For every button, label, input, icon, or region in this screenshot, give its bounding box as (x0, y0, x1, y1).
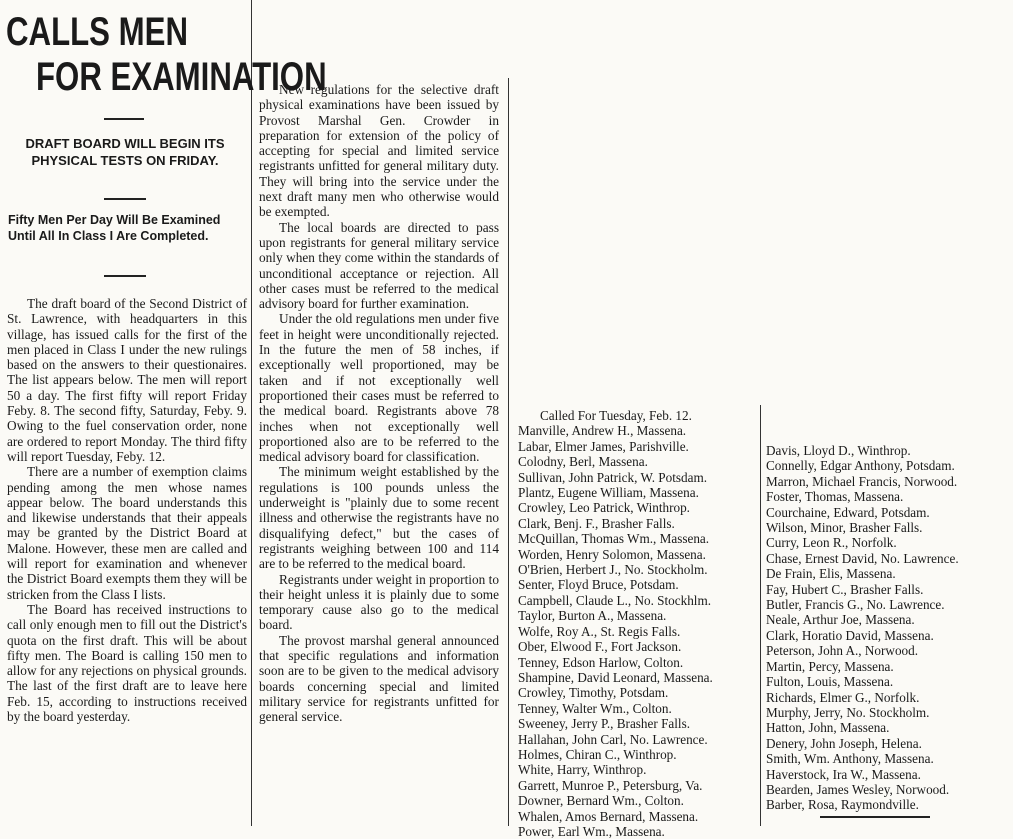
subdeck: Fifty Men Per Day Will Be Examined Until All In Class I Are Completed. (8, 213, 221, 243)
list-item: Manville, Andrew H., Massena. (518, 423, 687, 439)
list-item: Courchaine, Edward, Potsdam. (766, 504, 930, 520)
article-column-2 (259, 82, 499, 724)
list-item: Hatton, John, Massena. (766, 720, 890, 736)
list-item: Connelly, Edgar Anthony, Potsdam. (766, 458, 955, 474)
list-item: De Frain, Elis, Massena. (766, 566, 896, 582)
list-item: Curry, Leon R., Norfolk. (766, 535, 897, 551)
article-paragraph: The Board has received instructions to call only enough men to fill out the District's quota on the first draft. This will be about fifty men. The Board is calling 150 men to allow for any rejections on physical grounds. The last of the first draft are to leave here Feb. 15, according to instructions received by the board yesterday. (7, 601, 247, 725)
list-item: Ober, Elwood F., Fort Jackson. (518, 639, 682, 655)
list-item: Shampine, David Leonard, Massena. (518, 669, 713, 685)
column-rule (508, 78, 509, 826)
list-item: Clark, Horatio David, Massena. (766, 627, 934, 643)
list-item: Garrett, Munroe P., Petersburg, Va. (518, 777, 703, 793)
list-item: Tenney, Edson Harlow, Colton. (518, 654, 684, 670)
list-item: Sweeney, Jerry P., Brasher Falls. (518, 716, 691, 732)
list-item: Downer, Bernard Wm., Colton. (518, 793, 684, 809)
list-item: Senter, Floyd Bruce, Potsdam. (518, 577, 679, 593)
names-list-1 (518, 408, 756, 839)
article-paragraph: The minimum weight established by the regulations is 100 pounds unless the underweight is "plainly due to some recent illness and otherwise the registrants have no disqualifying defect," but the cases of registrants weighing between 100 and 114 are to be referred to the medical board. (259, 464, 499, 572)
list-item: Haverstock, Ira W., Massena. (766, 766, 921, 782)
list-item: Marron, Michael Francis, Norwood. (766, 473, 958, 489)
article-paragraph: Registrants under weight in proportion to their height unless it is plainly due to some temporary cause also go to the medical board. (259, 571, 499, 633)
list-item: Crowley, Leo Patrick, Winthrop. (518, 500, 690, 516)
list-item: Fay, Hubert C., Brasher Falls. (766, 581, 924, 597)
list-item: Sullivan, John Patrick, W. Potsdam. (518, 469, 708, 485)
list-item: Hallahan, John Carl, No. Lawrence. (518, 731, 708, 747)
list-item: Fulton, Louis, Massena. (766, 674, 894, 690)
headline-line-2: FOR EXAMINATION (36, 55, 327, 99)
list-item: Worden, Henry Solomon, Massena. (518, 546, 706, 562)
list-item: Holmes, Chiran C., Winthrop. (518, 746, 677, 762)
list-item: Plantz, Eugene William, Massena. (518, 485, 699, 501)
article-paragraph: Under the old regulations men under five feet in height were unconditionally rejected. In the future the men of 58 inches, if exceptionally well proportioned, may be taken and if not exceptionally well proportioned their cases must be referred to the medical board. Registrants above 78 inches when not exceptionally well proportioned also are to be referred to the medical advisory board for classification. (259, 311, 499, 465)
column-rule (251, 0, 252, 826)
list-item: Crowley, Timothy, Potsdam. (518, 685, 669, 701)
column-rule (760, 405, 761, 826)
list-item: Bearden, James Wesley, Norwood. (766, 781, 950, 797)
list-item: Whalen, Amos Bernard, Massena. (518, 808, 699, 824)
list-item: Denery, John Joseph, Helena. (766, 735, 922, 751)
end-ornament (820, 816, 930, 818)
deck: DRAFT BOARD WILL BEGIN ITS PHYSICAL TESTS ON FRIDAY. (25, 136, 225, 168)
list-header: Called For Tuesday, Feb. 12. (540, 408, 692, 423)
article-paragraph: New regulations for the selective draft physical examinations have been issued by Provost Marshal Gen. Crowder in preparation for extension of the policy of accepting for special and limited service registrants unfitted for general military duty. They will bring into the service under the next draft many men who otherwise would be exempted. (259, 82, 499, 220)
article-paragraph: The provost marshal general announced that specific regulations and information soon are to be given to the medical advisory boards concerning special and limited military service for registrants unfitted for general service. (259, 632, 499, 725)
list-item: Smith, Wm. Anthony, Massena. (766, 751, 934, 767)
article-paragraph: The draft board of the Second District of St. Lawrence, with headquarters in this village, has issued calls for the first of the men placed in Class I under the new rulings based on the answers to their questionaires. The list appears below. The men will report 50 a day. The first fifty will report Friday Feby. 8. The second fifty, Saturday, Feby. 9. Owing to the fuel conservation order, none are ordered to report Monday. The third fifty will report Tuesday, Feby. 12. (7, 296, 247, 464)
list-item: Foster, Thomas, Massena. (766, 489, 904, 505)
list-item: Wolfe, Roy A., St. Regis Falls. (518, 623, 681, 639)
list-item: Peterson, John A., Norwood. (766, 643, 919, 659)
list-item: Campbell, Claude L., No. Stockhlm. (518, 592, 712, 608)
list-item: Richards, Elmer G., Norfolk. (766, 689, 920, 705)
list-item: Chase, Ernest David, No. Lawrence. (766, 550, 959, 566)
list-item: Taylor, Burton A., Massena. (518, 608, 667, 624)
list-item: Labar, Elmer James, Parishville. (518, 438, 689, 454)
list-item: Wilson, Minor, Brasher Falls. (766, 520, 923, 536)
headline-line-1: CALLS MEN (6, 10, 188, 54)
list-item: O'Brien, Herbert J., No. Stockholm. (518, 562, 708, 578)
list-item: Butler, Francis G., No. Lawrence. (766, 597, 945, 613)
list-item: White, Harry, Winthrop. (518, 762, 647, 778)
list-item: Colodny, Berl, Massena. (518, 454, 648, 470)
list-item: Clark, Benj. F., Brasher Falls. (518, 515, 675, 531)
list-item: Davis, Lloyd D., Winthrop. (766, 443, 911, 458)
names-list-2 (766, 443, 1011, 813)
divider (104, 275, 146, 277)
list-item: Neale, Arthur Joe, Massena. (766, 612, 915, 628)
list-item: Barber, Rosa, Raymondville. (766, 797, 919, 813)
article-column-1 (7, 296, 247, 724)
divider (104, 198, 146, 200)
list-item: Power, Earl Wm., Massena. (518, 823, 665, 839)
article-paragraph: The local boards are directed to pass upon registrants for general military service only when they come within the standards of unconditional acceptance or rejection. All other cases must be referred to the medical advisory board for further examination. (259, 219, 499, 312)
list-item: McQuillan, Thomas Wm., Massena. (518, 531, 710, 547)
article-paragraph: There are a number of exemption claims pending among the men whose names appear below. The board understands this and likewise understands that their appeals may be granted by the District Board at Malone. However, these men are called and will report for examination and whenever the District Board exempts them they will be stricken from the Class I lists. (7, 464, 247, 602)
divider (104, 118, 144, 120)
list-item: Martin, Percy, Massena. (766, 658, 894, 674)
list-item: Tenney, Walter Wm., Colton. (518, 700, 672, 716)
list-item: Murphy, Jerry, No. Stockholm. (766, 704, 930, 720)
